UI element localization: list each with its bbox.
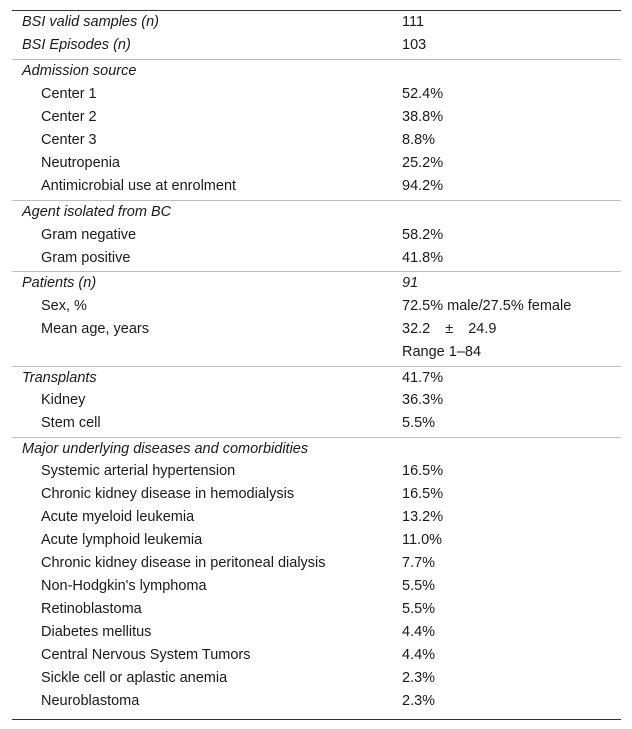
table-row xyxy=(12,129,621,152)
row-label: Antimicrobial use at enrolment xyxy=(41,178,237,194)
row-label: Center 3 xyxy=(41,132,97,148)
table-row xyxy=(12,644,621,667)
section-header xyxy=(12,366,621,390)
row-label: Stem cell xyxy=(41,415,101,431)
table-row xyxy=(12,483,621,506)
row-value: 72.5% male/27.5% female xyxy=(402,298,572,314)
table-row xyxy=(12,598,621,621)
row-label: BSI Episodes (n) xyxy=(22,37,131,53)
row-label: Gram positive xyxy=(41,250,131,266)
plus-minus-sign: ± xyxy=(445,321,454,337)
table-row xyxy=(12,106,621,129)
row-value: 2.3% xyxy=(402,693,436,709)
table-row xyxy=(12,295,621,318)
section-header xyxy=(12,200,621,224)
table-row xyxy=(12,152,621,175)
sd-value: 24.9 xyxy=(468,321,497,337)
table-row xyxy=(12,318,621,341)
row-value: 58.2% xyxy=(402,227,444,243)
row-value: 111 xyxy=(402,14,425,30)
table-row xyxy=(12,552,621,575)
table-row xyxy=(12,389,621,412)
row-value: 11.0% xyxy=(402,532,443,548)
row-value: 5.5% xyxy=(402,415,436,431)
row-value: 4.4% xyxy=(402,647,436,663)
characteristics-table xyxy=(12,10,621,720)
mean-value: 32.2 xyxy=(402,321,431,337)
row-label: Neutropenia xyxy=(41,155,120,171)
table-row xyxy=(12,460,621,483)
row-label: Retinoblastoma xyxy=(41,601,142,617)
row-value: 13.2% xyxy=(402,509,444,525)
row-value: 4.4% xyxy=(402,624,436,640)
table-row xyxy=(12,247,621,270)
row-label: Center 1 xyxy=(41,86,97,102)
row-value: 94.2% xyxy=(402,178,444,194)
row-value: 16.5% xyxy=(402,463,444,479)
row-value: 7.7% xyxy=(402,555,436,571)
row-label: Acute myeloid leukemia xyxy=(41,509,195,525)
row-value: 5.5% xyxy=(402,601,436,617)
row-value: 25.2% xyxy=(402,155,444,171)
row-label: Agent isolated from BC xyxy=(22,204,172,220)
row-value: 41.7% xyxy=(402,370,444,386)
table-row xyxy=(12,506,621,529)
row-label: Kidney xyxy=(41,392,86,408)
row-label: Neuroblastoma xyxy=(41,693,140,709)
row-value: 91 xyxy=(402,275,419,291)
section-header xyxy=(12,271,621,295)
row-label: Center 2 xyxy=(41,109,97,125)
table-row xyxy=(12,621,621,644)
table-row xyxy=(12,224,621,247)
section-header xyxy=(12,437,621,461)
table-row xyxy=(12,412,621,435)
table-row xyxy=(12,529,621,552)
row-label: Transplants xyxy=(22,370,97,386)
row-label: Systemic arterial hypertension xyxy=(41,463,236,479)
row-label: Sickle cell or aplastic anemia xyxy=(41,670,228,686)
table-row xyxy=(12,175,621,198)
row-label: Gram negative xyxy=(41,227,137,243)
row-label: Central Nervous System Tumors xyxy=(41,647,251,663)
row-label: Major underlying diseases and comorbidities xyxy=(22,441,309,457)
row-value: 38.8% xyxy=(402,109,444,125)
table-row xyxy=(12,690,621,713)
row-value: 16.5% xyxy=(402,486,444,502)
row-label: Patients (n) xyxy=(22,275,97,291)
section-header xyxy=(12,59,621,83)
row-value: 41.8% xyxy=(402,250,444,266)
row-value: 52.4% xyxy=(402,86,444,102)
row-value: 2.3% xyxy=(402,670,436,686)
row-label: Sex, % xyxy=(41,298,87,314)
row-label: Chronic kidney disease in peritoneal dialysis xyxy=(41,555,326,571)
row-label: Acute lymphoid leukemia xyxy=(41,532,203,548)
row-label: BSI valid samples (n) xyxy=(22,14,159,30)
table-row xyxy=(12,341,621,364)
row-label: Non-Hodgkin's lymphoma xyxy=(41,578,207,594)
table-row xyxy=(12,83,621,106)
row-value: 103 xyxy=(402,37,427,53)
row-value: Range 1–84 xyxy=(402,344,482,360)
row-label: Admission source xyxy=(22,63,137,79)
row-value xyxy=(402,318,496,341)
table-row xyxy=(12,34,621,57)
table-row xyxy=(12,575,621,598)
row-value: 5.5% xyxy=(402,578,436,594)
row-value: 36.3% xyxy=(402,392,444,408)
row-label: Diabetes mellitus xyxy=(41,624,152,640)
row-value: 8.8% xyxy=(402,132,436,148)
table-row xyxy=(12,11,621,34)
row-label: Mean age, years xyxy=(41,321,150,337)
table-row xyxy=(12,667,621,690)
row-label: Chronic kidney disease in hemodialysis xyxy=(41,486,295,502)
